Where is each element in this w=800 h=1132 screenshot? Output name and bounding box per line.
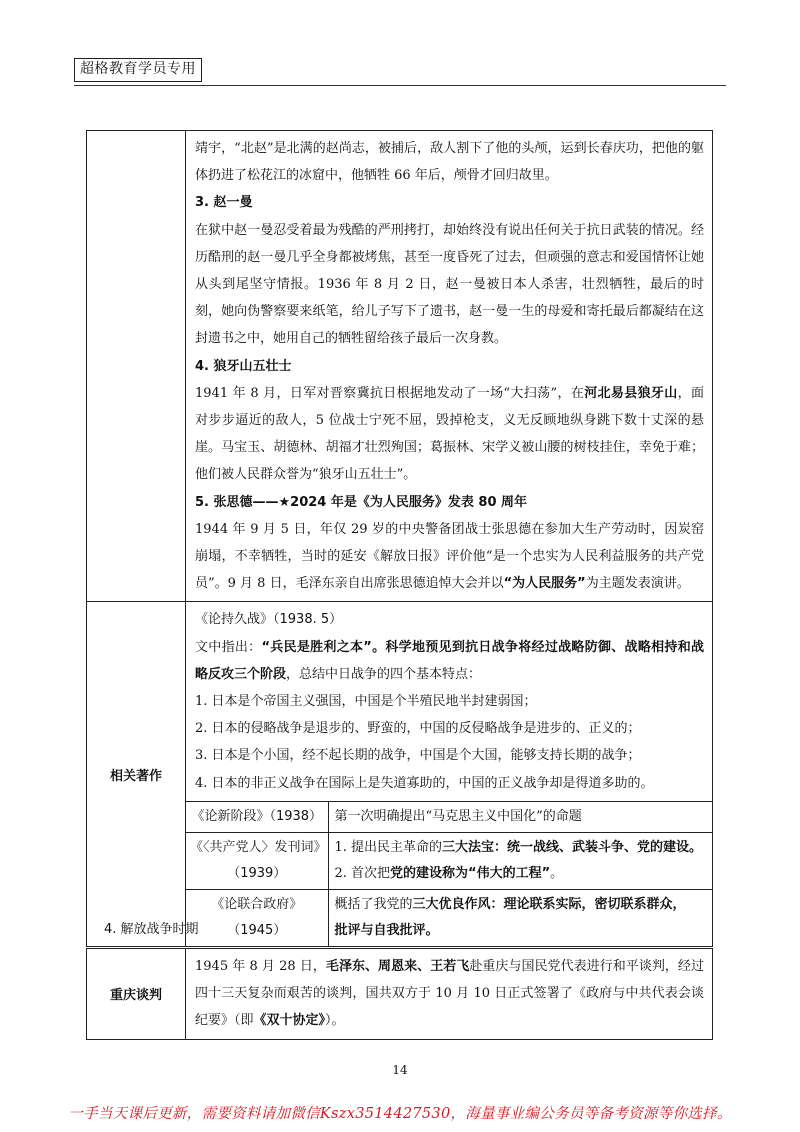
work-row-title-line: 《论联合政府》 — [211, 896, 303, 912]
martyrs-row — [87, 131, 713, 602]
martyr-paragraph-bold: “为人民服务” — [503, 576, 586, 592]
martyr-paragraph-text: 为主题发表演讲。 — [585, 576, 690, 592]
work-row-desc-line — [335, 918, 707, 944]
martyr-paragraph-text: 1941 年 8 月，日军对晋察冀抗日根据地发动了一场“大扫荡”，在 — [195, 385, 585, 401]
work-row-desc-bold: 三大优良作风：理论联系实际，密切联系群众， — [412, 896, 686, 912]
works-row — [87, 602, 713, 946]
work-row-title-line: 《论新阶段》（1938） — [191, 808, 323, 824]
work-row-desc-text: 2. 首次把 — [334, 865, 391, 881]
header-divider — [74, 85, 726, 86]
work-row-desc-line — [335, 861, 707, 887]
work-point: 3. 日本是个小国，经不起长期的战争，中国是个大国，能够支持长期的战争； — [195, 748, 641, 764]
negotiation-table — [86, 948, 713, 1040]
work-row-desc-line — [335, 892, 707, 918]
martyr-paragraph — [195, 380, 704, 489]
work-row-desc-line — [335, 804, 707, 830]
work-row-desc-text: 1. 提出民主革命的 — [334, 839, 443, 855]
work-row-desc-line — [335, 835, 707, 861]
work-row-title-line: 《〈共产党人〉发刊词》 — [190, 839, 327, 855]
negotiation-paragraph-bold: 《双十协定》 — [253, 1013, 326, 1029]
negotiation-paragraph-bold: 毛泽东、周恩来、王若飞 — [325, 959, 470, 974]
work-row-desc-bold: 三大法宝：统一战线、武装斗争、党的建设。 — [442, 839, 703, 855]
martyr-paragraph-text: ，面对步步逼近的敌人，5 位战士宁死不屈，毁掉枪支，义无反顾地纵身跳下数十丈深的悬崖。马宝玉、胡德林、胡福才壮烈殉国；葛振林、宋学义被山腰的树枝挂住，幸免于难；他们被人民群众誉为“狼牙山五壮士”。 — [195, 385, 704, 483]
work-row — [186, 832, 712, 889]
work-point: 2. 日本的侵略战争是退步的、野蛮的，中国的反侵略战争是进步的、正义的； — [195, 721, 641, 737]
footer-note: 一手当天课后更新，需要资料请加微信Kszx3514427530，海量事业编公务员等备考资源等你选择。 — [68, 1106, 732, 1122]
negotiation-paragraph-text: 赴重庆与国民党代表进行和平谈判，经过四十三天复杂而艰苦的谈判，国共双方于 10 月 10 日正式签署了《政府与中共代表会谈纪要》（即 — [195, 959, 704, 1029]
negotiation-paragraph-text: ）。 — [325, 1013, 345, 1029]
section-title: 4. 解放战争时期 — [104, 922, 199, 937]
work-intro-text: ，总结中日战争的四个基本特点： — [286, 666, 482, 682]
work-row-desc — [328, 832, 712, 889]
works-subtable — [186, 801, 712, 946]
martyr-heading: 4. 狼牙山五壮士 — [195, 358, 292, 374]
works-label: 相关著作 — [87, 602, 186, 946]
work-row-title — [186, 889, 328, 946]
work-row-desc-text: 概括了我党的 — [334, 896, 413, 912]
martyrs-content — [186, 131, 713, 602]
work-title: 《论持久战》（1938. 5） — [195, 612, 343, 628]
work-row-desc — [328, 889, 712, 946]
work-row-desc-bold: 批评与自我批评。 — [334, 922, 439, 938]
martyr-paragraph — [195, 516, 704, 598]
header-badge: 超格教育学员专用 — [74, 58, 202, 82]
works-content — [186, 602, 713, 946]
negotiation-content — [186, 949, 713, 1040]
page-number: 14 — [392, 1063, 408, 1077]
negotiation-paragraph-text: 1945 年 8 月 28 日， — [195, 959, 326, 974]
work-point: 1. 日本是个帝国主义强国，中国是个半殖民地半封建弱国； — [195, 694, 537, 710]
work-row — [186, 889, 712, 946]
martyr-paragraph: 在狱中赵一曼忍受着最为残酷的严刑拷打，却始终没有说出任何关于抗日武装的情况。经历酷刑的赵一曼几乎全身都被烤焦，甚至一度昏死了过去，但顽强的意志和爱国情怀让她从头到尾坚守情报。1936 年 8 月 2 日，赵一曼被日本人杀害，壮烈牺牲，最后的时刻，她向伪警察要来纸笔，给儿子写下了遗书，赵一曼一生的母爱和寄托最后都凝结在这封遗书之中，她用自己的牺牲留给孩子最后一次身教。 — [195, 222, 704, 347]
martyr-heading: 3. 赵一曼 — [195, 195, 253, 211]
work-point: 4. 日本的非正义战争在国际上是失道寡助的，中国的正义战争却是得道多助的。 — [195, 775, 654, 791]
work-row-desc-text: 。 — [550, 865, 564, 881]
work-row-title — [186, 832, 328, 889]
martyr-paragraph-text: 1944 年 9 月 5 日，年仅 29 岁的中央警备团战士张思德在参加大生产劳动时，因炭窑崩塌，不幸牺牲，当时的延安《解放日报》评价他“是一个忠实为人民利益服务的共产党员”。9 月 8 日，毛泽东亲自出席张思德追悼大会并以 — [195, 521, 704, 592]
work-on-protracted-war — [186, 602, 712, 800]
history-table — [86, 130, 713, 947]
work-intro-text: 文中指出： — [195, 639, 262, 655]
martyr-paragraph-bold: 河北易县狼牙山 — [584, 385, 678, 401]
work-row-title — [186, 801, 328, 832]
negotiation-row — [87, 949, 713, 1040]
work-row — [186, 801, 712, 832]
work-row-title-line: （1945） — [227, 922, 287, 938]
work-row-desc — [328, 801, 712, 832]
work-intro-bold: “兵民是胜利之本”。科学地预见到抗日战争将经过战略防御、战略相持和战略反攻三个阶段 — [195, 639, 704, 682]
martyr-heading: 5. 张思德——★2024 年是《为人民服务》发表 80 周年 — [195, 494, 528, 510]
work-row-desc-text: 第一次明确提出“马克思主义中国化”的命题 — [334, 808, 582, 824]
work-intro — [195, 634, 704, 688]
negotiation-label: 重庆谈判 — [87, 949, 186, 1040]
martyrs-label-cell — [87, 131, 186, 602]
martyr-paragraph: 靖宇，“北赵”是北满的赵尚志，被捕后，敌人割下了他的头颅，运到长春庆功，把他的躯体扔进了松花江的冰窟中，他牺牲 66 年后，颅骨才回归故里。 — [195, 141, 704, 184]
work-row-desc-bold: 党的建设称为“伟大的工程” — [390, 865, 551, 881]
negotiation-paragraph — [195, 953, 704, 1035]
work-row-title-line: （1939） — [227, 865, 287, 881]
